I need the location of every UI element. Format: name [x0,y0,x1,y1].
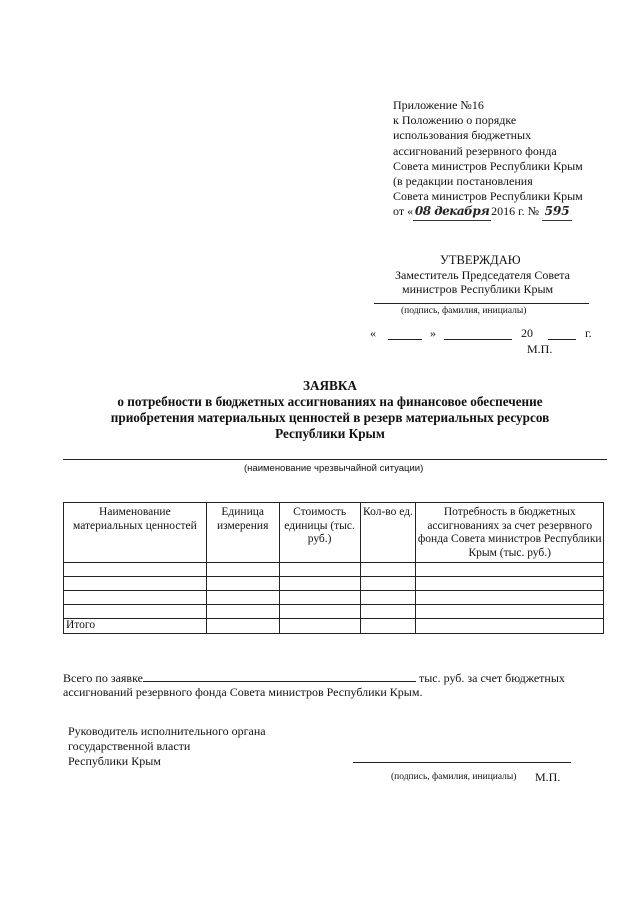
header-cell: Стоимость единицы (тыс. руб.) [279,503,360,563]
table-total-row [64,619,604,634]
table-cell[interactable] [416,591,604,605]
signatory-signature-line [353,762,571,763]
table-cell[interactable] [279,563,360,577]
signatory-stamp-label: М.П. [535,770,561,784]
table-cell[interactable] [279,619,360,634]
day-blank-line [388,339,422,340]
table-cell[interactable] [360,591,416,605]
table-cell[interactable] [416,605,604,619]
table-row [64,591,604,605]
table-cell[interactable] [64,605,207,619]
signatory-line: государственной власти [68,739,191,753]
date-prefix: от « [393,204,414,219]
table-row [64,605,604,619]
total-line1 [63,670,608,686]
month-blank-line [444,339,512,340]
table-cell[interactable] [279,605,360,619]
total-suffix: тыс. руб. за счет бюджетных [418,671,565,685]
table-cell[interactable] [206,619,279,634]
approve-signature-line [374,303,589,304]
appendix-line: (в редакции постановления [393,174,533,189]
table-cell[interactable] [416,619,604,634]
header-cell: Наименование материальных ценностей [64,503,207,563]
signatory-line: Руководитель исполнительного органа [68,724,266,738]
table-cell[interactable] [360,605,416,619]
appendix-line: Совета министров Республики Крым [393,158,583,173]
table-cell[interactable] [279,577,360,591]
date-open-quote: « [370,326,376,340]
table-cell[interactable] [206,563,279,577]
table-header-row [64,503,604,563]
appendix-line: использования бюджетных [393,128,532,143]
total-amount-blank[interactable] [143,670,416,682]
header-cell: Потребность в бюджетных ассигнованиях за счет резервного фонда Совета министров Республики Крым (тыс. руб.) [416,503,604,563]
signatory-line: Республики Крым [68,754,161,768]
emergency-name-line [63,459,607,460]
emergency-caption: (наименование чрезвычайной ситуации) [244,463,424,474]
table-cell[interactable] [360,619,416,634]
table-cell[interactable] [64,563,207,577]
signatory-caption: (подпись, фамилия, инициалы) [391,772,517,782]
total-prefix: Всего по заявке [63,671,143,685]
needs-table [63,502,604,634]
appendix-line: ассигнований резервного фонда [393,143,557,158]
approve-position-line1: Заместитель Председателя Совета [395,268,571,282]
table-cell[interactable] [416,563,604,577]
total-line2: ассигнований резервного фонда Совета министров Республики Крым. [63,685,423,699]
approve-stamp-label: М.П. [527,342,553,356]
total-label: Итого [64,619,207,634]
table-cell[interactable] [206,591,279,605]
year-text: 2016 г. № [491,204,540,219]
table-cell[interactable] [416,577,604,591]
year-prefix: 20 [521,326,533,340]
table-row [64,563,604,577]
table-cell[interactable] [279,591,360,605]
appendix-line: Совета министров Республики Крым [393,189,583,204]
year-blank-line [548,339,576,340]
header-cell: Единица измерения [206,503,279,563]
title-line: приобретения материальных ценностей в резерв материальных ресурсов [110,410,550,425]
approve-signature-caption: (подпись, фамилия, инициалы) [401,306,527,316]
table-cell[interactable] [206,605,279,619]
appendix-block [393,98,628,221]
handwritten-date: 08 декабря [413,204,491,220]
handwritten-number: 595 [542,204,572,220]
title-line: ЗАЯВКА [303,378,357,393]
approve-date-row [370,326,600,342]
table-cell[interactable] [64,591,207,605]
table-cell[interactable] [360,577,416,591]
table-cell[interactable] [64,577,207,591]
approve-heading: УТВЕРЖДАЮ [440,253,521,267]
table-cell[interactable] [206,577,279,591]
title-line: о потребности в бюджетных ассигнованиях на финансовое обеспечение [117,394,543,409]
year-suffix: г. [585,326,592,340]
title-line: Республики Крым [275,426,385,441]
table-cell[interactable] [360,563,416,577]
document-title [60,378,600,442]
appendix-line: Приложение №16 [393,98,484,112]
appendix-line: к Положению о порядке [393,113,517,128]
date-close-quote: » [430,326,436,340]
header-cell: Кол-во ед. [360,503,416,563]
appendix-date-line [393,204,628,220]
approve-position-line2: министров Республики Крым [402,282,554,296]
signatory-title [68,724,266,769]
table-row [64,577,604,591]
